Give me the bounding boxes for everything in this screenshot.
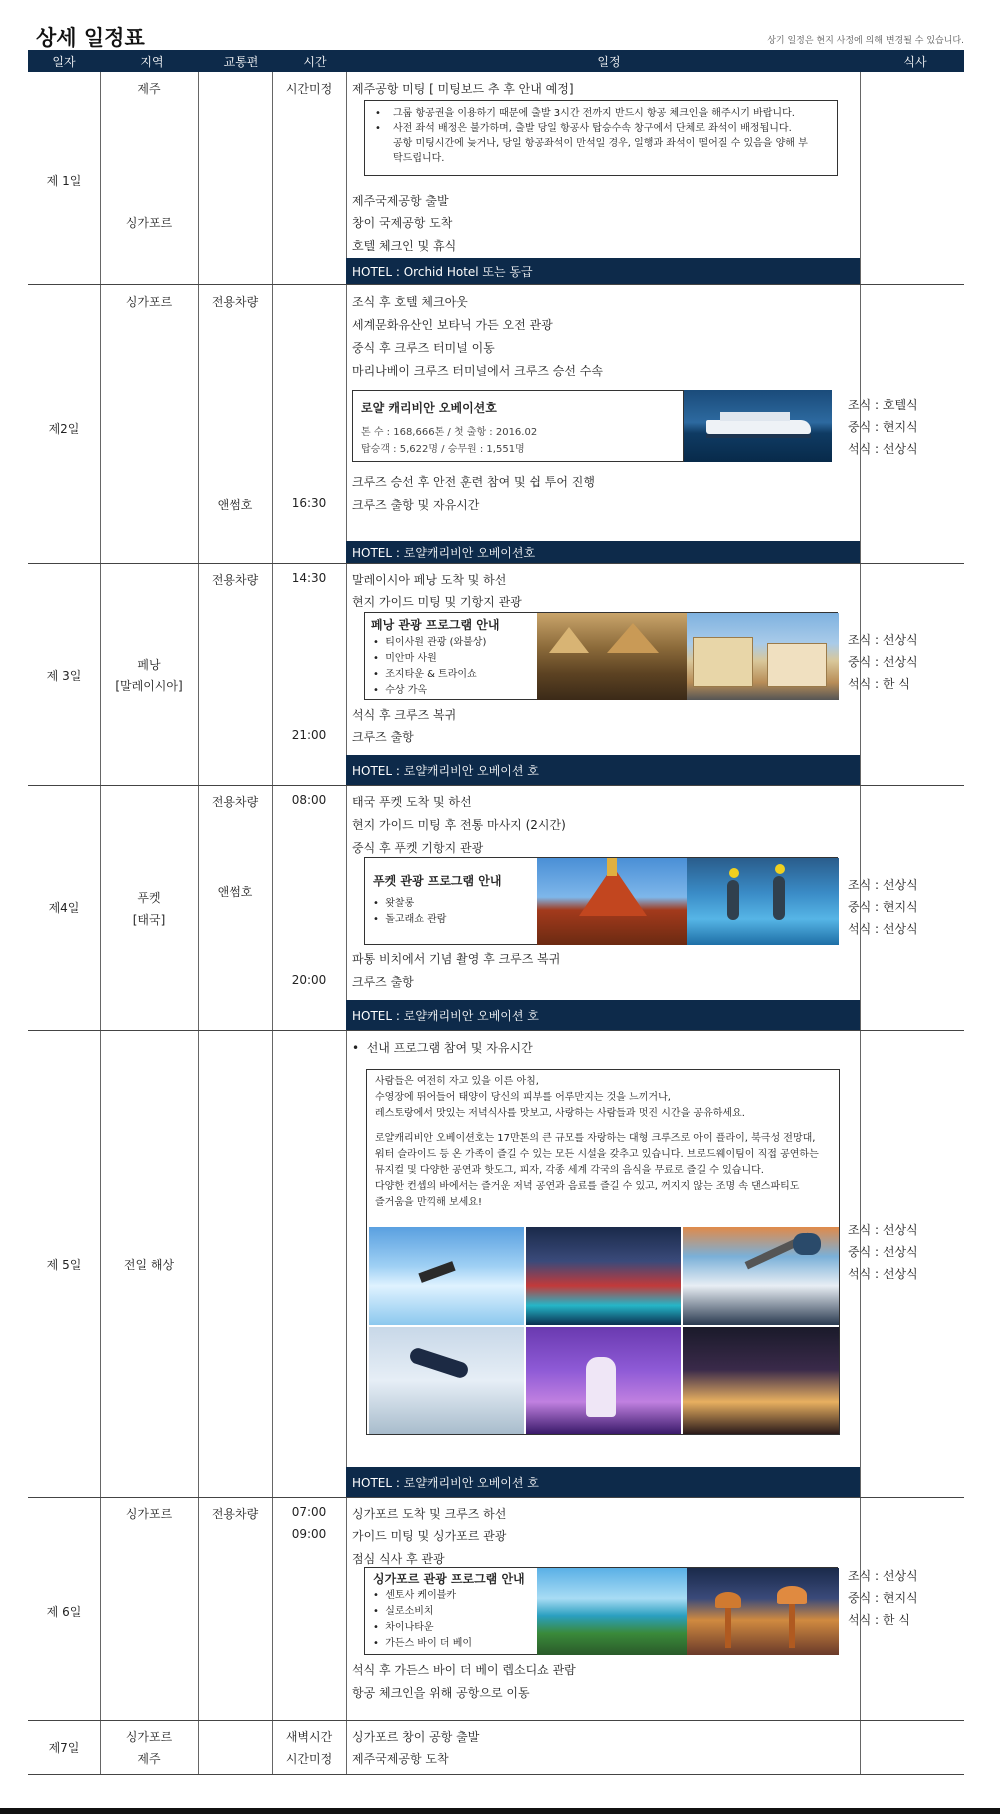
onboard-description xyxy=(375,1074,819,1211)
schedule-line: 크루즈 출항 xyxy=(352,730,414,744)
day-label: 제 3일 xyxy=(46,669,82,683)
row-divider xyxy=(28,563,964,564)
schedule-line: 제주국제공항 출발 xyxy=(352,194,449,208)
region-label: 페낭 xyxy=(137,658,161,672)
region-label: 싱가포르 xyxy=(125,295,173,309)
meal-item: 조식 : 호텔식 xyxy=(848,398,918,412)
schedule-line: 제주국제공항 도착 xyxy=(352,1752,449,1766)
program-item: 가든스 바이 더 베이 xyxy=(385,1638,473,1649)
meals-list xyxy=(848,394,918,460)
day-label: 제 1일 xyxy=(46,174,82,188)
meal-item: 조식 : 선상식 xyxy=(848,633,918,647)
table-header xyxy=(28,50,964,72)
time-label: 07:00 xyxy=(291,1505,327,1519)
description-line: 워터 슬라이드 등 온 가족이 즐길 수 있는 모든 시설을 갖추고 있습니다. 브로드웨이팀이 직접 공연하는 xyxy=(375,1149,819,1160)
schedule-line: 석식 후 크루즈 복귀 xyxy=(352,708,457,722)
time-label: 새벽시간 xyxy=(285,1730,333,1744)
ship-specs: 톤 수 : 168,666톤 / 첫 출항 : 2016.02 xyxy=(361,427,538,438)
row-divider xyxy=(28,1720,964,1721)
onboard-program-box xyxy=(366,1069,840,1435)
page-title: 상세 일정표 xyxy=(36,26,145,50)
schedule-line: 현지 가이드 미팅 후 전통 마사지 (2시간) xyxy=(352,818,566,832)
sentosa-beach-photo xyxy=(537,1568,687,1655)
hotel-bar: HOTEL : 로얄캐리비안 오베이션 호 xyxy=(346,1467,860,1497)
bottom-bar xyxy=(0,1808,1000,1814)
ifly-skydiving-photo xyxy=(369,1327,524,1434)
meal-item: 석식 : 선상식 xyxy=(848,442,918,456)
schedule-line: 가이드 미팅 및 싱가포르 관광 xyxy=(352,1529,507,1543)
region-label: 싱가포르 xyxy=(125,1507,173,1521)
hotel-bar: HOTEL : 로얄캐리비안 오베이션 호 xyxy=(346,755,860,785)
schedule-line: 조식 후 호텔 체크아웃 xyxy=(352,295,468,309)
georgetown-street-photo xyxy=(687,613,839,700)
region-label: 전일 해상 xyxy=(123,1258,175,1272)
transport-label: 전용차량 xyxy=(211,295,259,309)
program-title: 푸켓 관광 프로그램 안내 xyxy=(373,874,502,888)
schedule-line: 싱가포르 도착 및 크루즈 하선 xyxy=(352,1507,507,1521)
notice-item: 사전 좌석 배정은 불가하며, 출발 당일 항공사 탑승수속 창구에서 단체로 좌석이 배정됩니다. xyxy=(393,123,792,134)
schedule-line: 중식 후 크루즈 터미널 이동 xyxy=(352,341,495,355)
schedule-line: 말레이시아 페낭 도착 및 하선 xyxy=(352,573,507,587)
header-schedule: 일정 xyxy=(597,54,621,69)
program-item: 티이사원 관광 (와불상) xyxy=(385,637,487,648)
meal-item: 석식 : 한 식 xyxy=(848,677,910,691)
header-region: 지역 xyxy=(140,54,164,69)
schedule-line: 석식 후 가든스 바이 더 베이 렙소디쇼 관람 xyxy=(352,1663,576,1677)
schedule-line: 세계문화유산인 보타닉 가든 오전 관광 xyxy=(352,318,553,332)
program-list: • 왓찰롱 • 돌고래쇼 관람 xyxy=(373,898,447,925)
time-label: 21:00 xyxy=(291,728,327,742)
description-line: 사람들은 여전히 자고 있을 이른 아침, xyxy=(375,1076,539,1087)
transport-label: 앤썸호 xyxy=(217,885,253,899)
hotel-bar: HOTEL : Orchid Hotel 또는 동급 xyxy=(346,258,860,284)
concert-stage-photo xyxy=(683,1327,839,1434)
schedule-line: 싱가포르 창이 공항 출발 xyxy=(352,1730,480,1744)
program-box xyxy=(364,612,838,700)
day-label: 제2일 xyxy=(48,422,80,436)
program-item: 조지타운 & 트라이쇼 xyxy=(385,669,477,680)
program-box xyxy=(364,857,838,945)
north-star-photo xyxy=(683,1227,839,1325)
time-label: 16:30 xyxy=(291,496,327,510)
penang-temple-photo xyxy=(537,613,687,700)
header-meals: 식사 xyxy=(903,54,927,69)
meal-item: 석식 : 선상식 xyxy=(848,1267,918,1281)
program-box xyxy=(364,1567,838,1655)
header-day: 일자 xyxy=(52,54,76,69)
time-label: 시간미정 xyxy=(285,82,333,96)
description-line: 다양한 컨셉의 바에서는 즐거운 저녁 공연과 음료를 즐길 수 있고, 꺼지지 않는 조명 속 댄스파티도 xyxy=(375,1181,800,1192)
program-list: • 센토사 케이블카 • 실로소비치 • 차이나타운 • 가든스 바이 더 베이 xyxy=(373,1590,473,1649)
hotel-bar: HOTEL : 로얄캐리비안 오베이션 호 xyxy=(346,1000,860,1030)
schedule-line: 크루즈 승선 후 안전 훈련 참여 및 쉽 투어 진행 xyxy=(352,475,595,489)
transport-label: 앤썸호 xyxy=(217,498,253,512)
schedule-line: • 선내 프로그램 참여 및 자유시간 xyxy=(352,1041,533,1055)
notice-box: • 그룹 항공권을 이용하기 때문에 출발 3시간 전까지 반드시 항공 체크인을 해주시기 바랍니다. • 사전 좌석 배정은 불가하며, 출발 당일 항공사 탑승수속 창구에서 단체로 좌석이 배정됩니다. 공항 미팅시간에 늦거나, 당일 항공좌석이 만석일 경우, 일행과 좌석이 떨어질 수 있음을 양해 부탁드립니다. xyxy=(364,100,838,176)
gardens-by-the-bay-photo xyxy=(687,1568,839,1655)
time-label: 14:30 xyxy=(291,571,327,585)
musical-show-photo xyxy=(526,1327,681,1434)
ship-info-box xyxy=(352,390,684,462)
program-item: 왓찰롱 xyxy=(385,898,415,909)
region-label: [말레이시아] xyxy=(115,679,183,693)
program-item: 미안마 사원 xyxy=(385,653,437,664)
region-label: 싱가포르 xyxy=(125,1730,173,1744)
schedule-line: 항공 체크인을 위해 공항으로 이동 xyxy=(352,1686,530,1700)
meal-item: 석식 : 한 식 xyxy=(848,1613,910,1627)
transport-label: 전용차량 xyxy=(211,795,259,809)
region-label: 싱가포르 xyxy=(125,216,173,230)
transport-label: 전용차량 xyxy=(211,1507,259,1521)
dolphin-show-photo xyxy=(687,858,839,945)
day-label: 제 5일 xyxy=(46,1258,82,1272)
description-line: 로얄캐리비안 오베이션호는 17만톤의 큰 규모를 자랑하는 대형 크루즈로 아이 플라이, 북극성 전망대, xyxy=(375,1133,816,1144)
cruise-ship-photo xyxy=(684,390,832,462)
flowrider-photo xyxy=(369,1227,524,1325)
region-label: 푸켓 xyxy=(137,891,161,905)
schedule-line: 호텔 체크인 및 휴식 xyxy=(352,239,457,253)
description-line: 레스토랑에서 맛있는 저녁식사를 맛보고, 사랑하는 사람들과 멋진 시간을 공유하세요. xyxy=(375,1108,745,1119)
schedule-line: 창이 국제공항 도착 xyxy=(352,216,453,230)
notice-item: 공항 미팅시간에 늦거나, 당일 항공좌석이 만석일 경우, 일행과 좌석이 떨어질 수 있음을 양해 부탁드립니다. xyxy=(393,138,808,164)
time-label: 09:00 xyxy=(291,1527,327,1541)
schedule-line: 크루즈 출항 및 자유시간 xyxy=(352,498,480,512)
header-transport: 교통편 xyxy=(223,54,259,69)
meal-item: 석식 : 선상식 xyxy=(848,922,918,936)
program-item: 돌고래쇼 관람 xyxy=(385,914,447,925)
program-list: • 티이사원 관광 (와불상) • 미안마 사원 • 조지타운 & 트라이쇼 • 수상 가옥 xyxy=(373,637,487,696)
program-item: 실로소비치 xyxy=(385,1606,434,1617)
time-label: 시간미정 xyxy=(285,1752,333,1766)
description-line: 즐거움을 만끽해 보세요! xyxy=(375,1197,482,1208)
meal-item: 조식 : 선상식 xyxy=(848,1569,918,1583)
itinerary-table xyxy=(28,50,964,72)
day-label: 제4일 xyxy=(48,901,80,915)
region-label: [태국] xyxy=(132,913,166,927)
row-divider xyxy=(28,1774,964,1775)
row-divider xyxy=(28,284,964,285)
meals-list xyxy=(848,1219,918,1285)
time-label: 08:00 xyxy=(291,793,327,807)
meal-item: 중식 : 현지식 xyxy=(848,900,918,914)
schedule-line: 크루즈 출항 xyxy=(352,975,414,989)
day-label: 제 6일 xyxy=(46,1605,82,1619)
meal-item: 조식 : 선상식 xyxy=(848,878,918,892)
meal-item: 중식 : 현지식 xyxy=(848,420,918,434)
program-item: 차이나타운 xyxy=(385,1622,434,1633)
schedule-line: 마리나베이 크루즈 터미널에서 크루즈 승선 수속 xyxy=(352,364,603,378)
meals-list xyxy=(848,629,918,695)
header-time: 시간 xyxy=(303,54,327,69)
program-item: 센토사 케이블카 xyxy=(385,1590,457,1601)
meal-item: 중식 : 현지식 xyxy=(848,1591,918,1605)
column-divider xyxy=(346,72,347,1774)
schedule-line: 태국 푸켓 도착 및 하선 xyxy=(352,795,472,809)
description-line: 뮤지컬 및 다양한 공연과 핫도그, 피자, 각종 세계 각국의 음식을 무료로 즐길 수 있습니다. xyxy=(375,1165,764,1176)
schedule-line-text: 선내 프로그램 참여 및 자유시간 xyxy=(366,1041,533,1055)
row-divider xyxy=(28,785,964,786)
region-label: 제주 xyxy=(137,82,161,96)
meal-item: 조식 : 선상식 xyxy=(848,1223,918,1237)
program-item: 수상 가옥 xyxy=(385,685,428,696)
wat-chalong-photo xyxy=(537,858,687,945)
schedule-line: 점심 식사 후 관광 xyxy=(352,1552,445,1566)
program-title: 페낭 관광 프로그램 안내 xyxy=(371,618,500,632)
schedule-line: 파통 비치에서 기념 촬영 후 크루즈 복귀 xyxy=(352,952,561,966)
meal-item: 중식 : 선상식 xyxy=(848,655,918,669)
row-divider xyxy=(28,1497,964,1498)
description-line: 수영장에 뛰어들어 태양이 당신의 피부를 어루만지는 것을 느끼거나, xyxy=(375,1092,671,1103)
program-title: 싱가포르 관광 프로그램 안내 xyxy=(373,1572,525,1586)
day-label: 제7일 xyxy=(48,1741,80,1755)
region-label: 제주 xyxy=(137,1752,161,1766)
transport-label: 전용차량 xyxy=(211,573,259,587)
time-label: 20:00 xyxy=(291,973,327,987)
ship-title: 로얄 캐리비안 오베이션호 xyxy=(361,401,497,415)
ship-capacity: 탑승객 : 5,622명 / 승무원 : 1,551명 xyxy=(361,444,525,455)
pool-deck-night-photo xyxy=(526,1227,681,1325)
meals-list xyxy=(848,874,918,940)
schedule-change-note: 상기 일정은 현지 사정에 의해 변경될 수 있습니다. xyxy=(767,36,964,46)
schedule-line: 제주공항 미팅 [ 미팅보드 추 후 안내 예정] xyxy=(352,82,574,96)
schedule-line: 현지 가이드 미팅 및 기항지 관광 xyxy=(352,595,522,609)
row-divider xyxy=(28,1030,964,1031)
schedule-line: 중식 후 푸켓 기항지 관광 xyxy=(352,841,484,855)
meals-list xyxy=(848,1565,918,1631)
meal-item: 중식 : 선상식 xyxy=(848,1245,918,1259)
notice-item: 그룹 항공권을 이용하기 때문에 출발 3시간 전까지 반드시 항공 체크인을 해주시기 바랍니다. xyxy=(393,108,795,119)
hotel-bar: HOTEL : 로얄캐리비안 오베이션호 xyxy=(346,541,860,563)
